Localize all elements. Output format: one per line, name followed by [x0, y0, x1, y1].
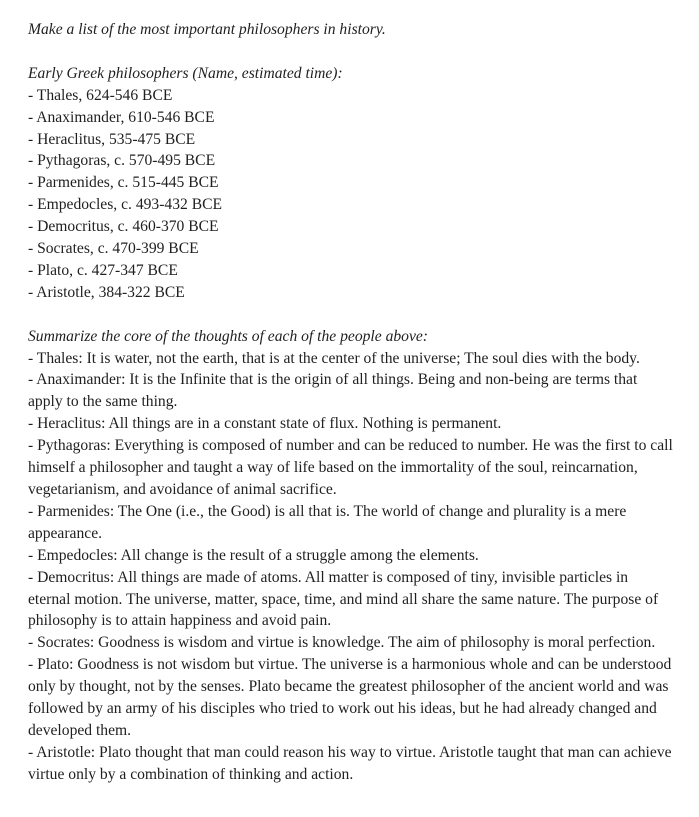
list-heading: Early Greek philosophers (Name, estimated time):	[28, 64, 343, 82]
summary-item: - Aristotle: Plato thought that man could reason his way to virtue. Aristotle taught that man can achieve virtue only by a combination of thinking and action.	[28, 743, 672, 783]
summary-item: - Parmenides: The One (i.e., the Good) is all that is. The world of change and plurality is a mere appearance.	[28, 502, 627, 542]
list-item: - Anaximander, 610-546 BCE	[28, 108, 215, 126]
summary-item: - Democritus: All things are made of atoms. All matter is composed of tiny, invisible particles in eternal motion. The universe, matter, space, time, and mind all share the same nature. The purpose of philosophy is to attain happiness and avoid pain.	[28, 568, 659, 630]
prompt-text: Make a list of the most important philosophers in history.	[28, 21, 386, 38]
summary-item: - Socrates: Goodness is wisdom and virtue is knowledge. The aim of philosophy is moral perfection.	[28, 634, 656, 652]
list-item: - Thales, 624-546 BCE	[28, 86, 173, 104]
summary-item: - Thales: It is water, not the earth, that is at the center of the universe; The soul dies with the body.	[28, 349, 640, 367]
spacer	[28, 304, 674, 326]
philosopher-list	[28, 85, 674, 304]
list-item: - Aristotle, 384-322 BCE	[28, 283, 185, 301]
summary-item: - Heraclitus: All things are in a constant state of flux. Nothing is permanent.	[28, 415, 502, 433]
summary-item: - Anaximander: It is the Infinite that is the origin of all things. Being and non-being are terms that apply to the same thing.	[28, 371, 638, 411]
list-item: - Socrates, c. 470-399 BCE	[28, 240, 199, 258]
summary-item: - Plato: Goodness is not wisdom but virtue. The universe is a harmonious whole and can be understood only by thought, not by the senses. Plato became the greatest philosopher of the ancient world and was followed by an army of his disciples who tried to work out his ideas, but he had already changed and developed them.	[28, 656, 672, 739]
list-item: - Heraclitus, 535-475 BCE	[28, 130, 196, 148]
summary-item: - Empedocles: All change is the result of a struggle among the elements.	[28, 546, 479, 564]
list-item: - Plato, c. 427-347 BCE	[28, 261, 178, 279]
list-item: - Parmenides, c. 515-445 BCE	[28, 174, 219, 192]
list-item: - Empedocles, c. 493-432 BCE	[28, 196, 223, 214]
summary-item: - Pythagoras: Everything is composed of number and can be reduced to number. He was the first to call himself a philosopher and taught a way of life based on the immortality of the soul, reincarnation, vegetarianism, and avoidance of animal sacrifice.	[28, 437, 673, 498]
summary-list	[28, 348, 674, 786]
summary-heading: Summarize the core of the thoughts of each of the people above:	[28, 327, 429, 345]
document-page	[28, 19, 674, 786]
spacer	[28, 41, 674, 63]
list-item: - Pythagoras, c. 570-495 BCE	[28, 152, 216, 170]
list-item: - Democritus, c. 460-370 BCE	[28, 218, 219, 236]
